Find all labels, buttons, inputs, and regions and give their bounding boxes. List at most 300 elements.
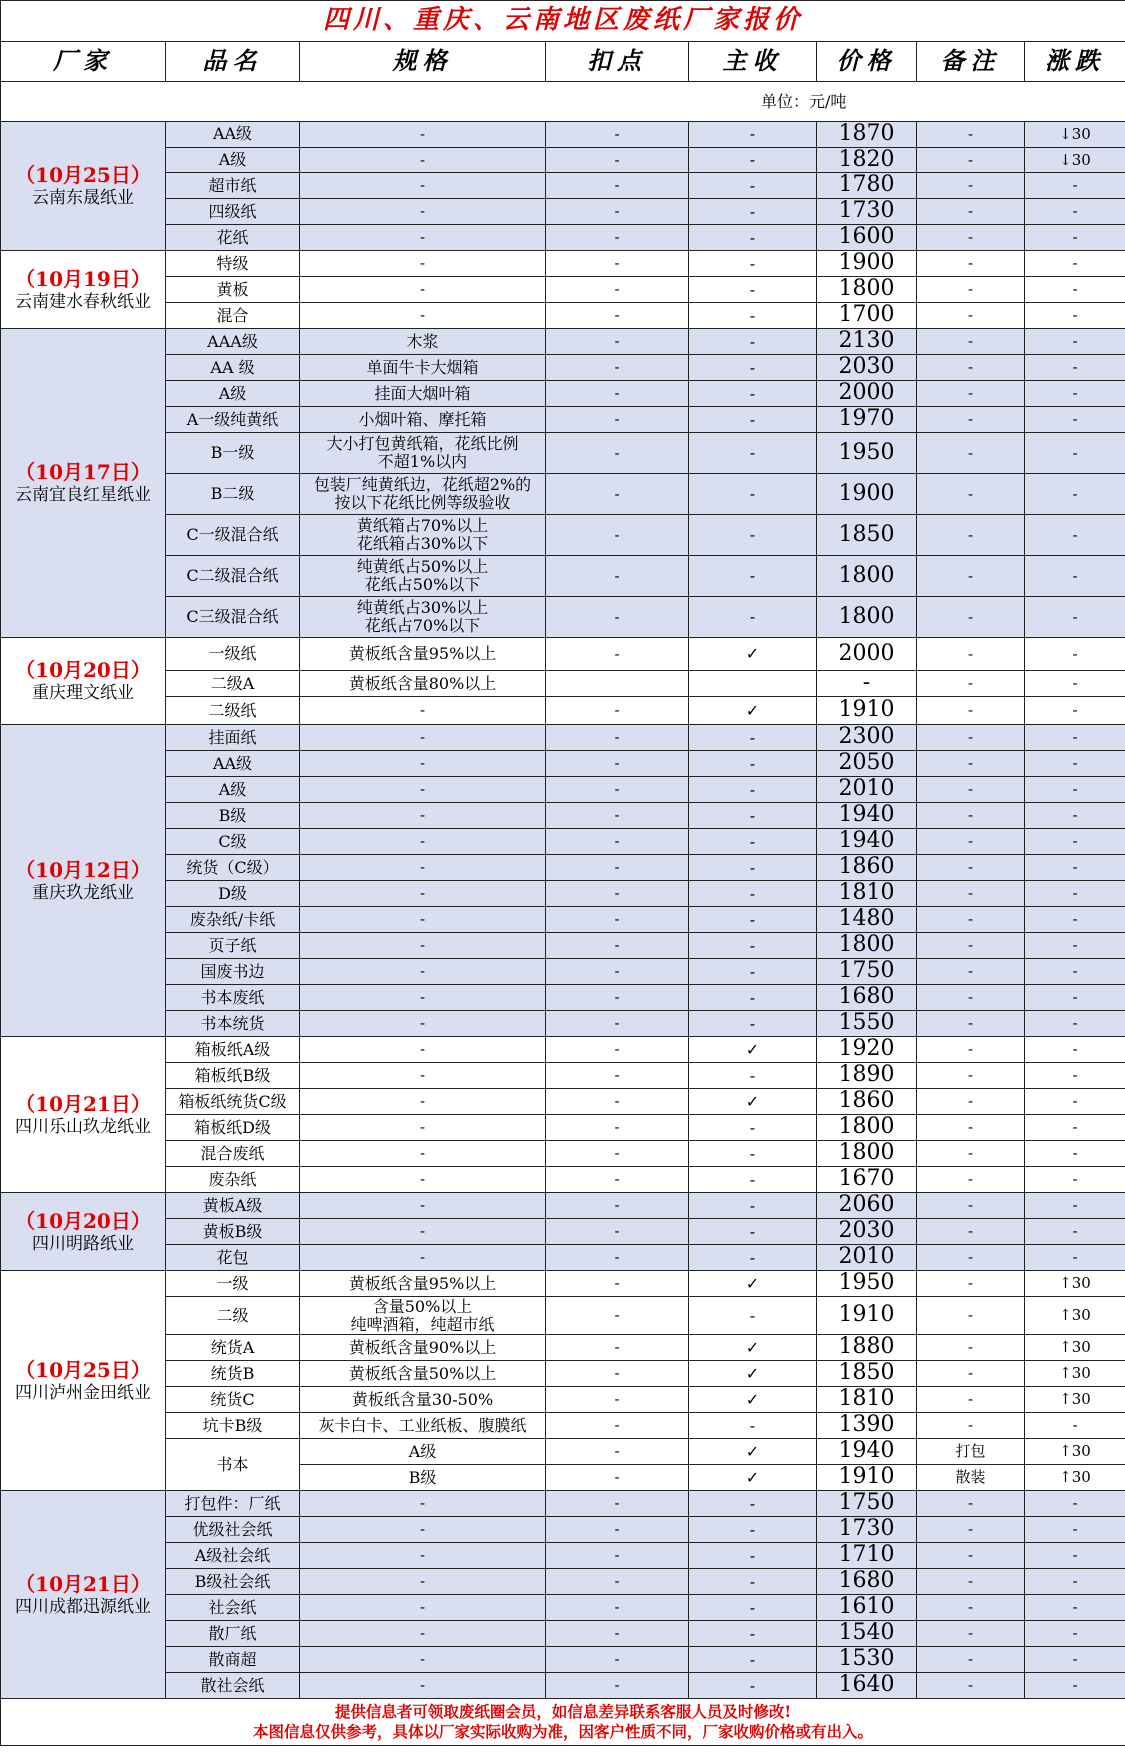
note-cell: -: [917, 147, 1025, 173]
deduction-cell: -: [546, 1063, 689, 1089]
change-cell: -: [1025, 829, 1125, 855]
table-row: [1, 829, 1125, 855]
product-cell: 统货（C级）: [166, 855, 300, 881]
change-cell: -: [1025, 638, 1125, 671]
spec-cell: -: [300, 1011, 546, 1037]
spec-cell: 灰卡白卡、工业纸板、腹膜纸: [300, 1413, 546, 1439]
note-cell: -: [917, 1037, 1025, 1063]
note-cell: -: [917, 638, 1025, 671]
note-cell: -: [917, 277, 1025, 303]
spec-cell: 纯黄纸占50%以上 花纸占50%以下: [300, 556, 546, 597]
change-cell: -: [1025, 597, 1125, 638]
main-cell: -: [689, 725, 817, 751]
main-cell: -: [689, 829, 817, 855]
deduction-cell: -: [546, 1037, 689, 1063]
main-cell: -: [689, 1245, 817, 1271]
main-cell: -: [689, 303, 817, 329]
note-cell: -: [917, 1361, 1025, 1387]
note-cell: -: [917, 1089, 1025, 1115]
table-row: [1, 329, 1125, 355]
header-note: 备注: [917, 42, 1025, 82]
note-cell: -: [917, 803, 1025, 829]
spec-cell: 含量50%以上 纯啤酒箱，纯超市纸: [300, 1297, 546, 1335]
change-cell: -: [1025, 251, 1125, 277]
spec-cell: -: [300, 985, 546, 1011]
main-cell: -: [689, 1595, 817, 1621]
note-cell: -: [917, 933, 1025, 959]
deduction-cell: -: [546, 556, 689, 597]
note-cell: -: [917, 907, 1025, 933]
price-cell: 1850: [817, 1361, 917, 1387]
note-cell: -: [917, 1011, 1025, 1037]
table-row: [1, 1647, 1125, 1673]
factory-date: （10月20日）: [15, 658, 151, 683]
main-cell: -: [689, 1063, 817, 1089]
main-cell: -: [689, 933, 817, 959]
change-cell: -: [1025, 556, 1125, 597]
spec-cell: 黄板纸含量95%以上: [300, 638, 546, 671]
change-cell: ↑30: [1025, 1439, 1125, 1465]
spec-cell: -: [300, 1595, 546, 1621]
change-cell: -: [1025, 355, 1125, 381]
price-cell: 1860: [817, 855, 917, 881]
note-cell: -: [917, 855, 1025, 881]
deduction-cell: -: [546, 1089, 689, 1115]
deduction-cell: -: [546, 1271, 689, 1297]
spec-cell: -: [300, 277, 546, 303]
deduction-cell: -: [546, 329, 689, 355]
product-cell: 箱板纸A级: [166, 1037, 300, 1063]
spec-cell: 包装厂纯黄纸边，花纸超2%的 按以下花纸比例等级验收: [300, 474, 546, 515]
deduction-cell: -: [546, 1621, 689, 1647]
footer-line-2: 本图信息仅供参考，具体以厂家实际收购为准，因客户性质不同，厂家收购价格或有出入。: [253, 1722, 874, 1742]
price-cell: 1910: [817, 1465, 917, 1491]
deduction-cell: -: [546, 829, 689, 855]
note-cell: -: [917, 597, 1025, 638]
deduction-cell: -: [546, 638, 689, 671]
table-row: [1, 1439, 1125, 1465]
change-cell: -: [1025, 173, 1125, 199]
table-row: [1, 277, 1125, 303]
header-product: 品名: [166, 42, 300, 82]
main-cell: -: [689, 1621, 817, 1647]
deduction-cell: -: [546, 1219, 689, 1245]
spec-cell: 小烟叶箱、摩托箱: [300, 407, 546, 433]
spec-cell: -: [300, 1569, 546, 1595]
change-cell: -: [1025, 959, 1125, 985]
table-row: [1, 122, 1125, 148]
price-cell: 1640: [817, 1673, 917, 1699]
spec-cell: -: [300, 1193, 546, 1219]
factory-cell: [1, 1193, 166, 1271]
main-cell: -: [689, 433, 817, 474]
spec-cell: 挂面大烟叶箱: [300, 381, 546, 407]
table-row: [1, 1595, 1125, 1621]
price-cell: 1900: [817, 474, 917, 515]
deduction-cell: -: [546, 1387, 689, 1413]
deduction-cell: -: [546, 1543, 689, 1569]
factory-date: （10月25日）: [15, 162, 151, 187]
deduction-cell: -: [546, 881, 689, 907]
note-cell: -: [917, 1141, 1025, 1167]
main-cell: -: [689, 1115, 817, 1141]
table-row: [1, 225, 1125, 251]
product-cell: 黄板: [166, 277, 300, 303]
note-cell: -: [917, 1413, 1025, 1439]
price-cell: 1800: [817, 277, 917, 303]
price-cell: 1800: [817, 1115, 917, 1141]
header-change: 涨跌: [1025, 42, 1125, 82]
price-cell: 1540: [817, 1621, 917, 1647]
main-cell: -: [689, 122, 817, 148]
spec-cell: -: [300, 147, 546, 173]
main-cell: -: [689, 985, 817, 1011]
change-cell: -: [1025, 1011, 1125, 1037]
product-cell: 混合: [166, 303, 300, 329]
main-cell: -: [689, 251, 817, 277]
price-cell: 1390: [817, 1413, 917, 1439]
spec-cell: -: [300, 933, 546, 959]
factory-name: 云南宜良红星纸业: [15, 485, 151, 506]
note-cell: -: [917, 173, 1025, 199]
note-cell: -: [917, 407, 1025, 433]
deduction-cell: -: [546, 433, 689, 474]
factory-name: 云南东晟纸业: [32, 188, 134, 209]
table-row: [1, 1387, 1125, 1413]
price-cell: 1530: [817, 1647, 917, 1673]
spec-cell: 大小打包黄纸箱，花纸比例 不超1%以内: [300, 433, 546, 474]
main-cell: -: [689, 199, 817, 225]
product-cell: 二级A: [166, 671, 300, 697]
product-cell: A级: [166, 381, 300, 407]
price-cell: 1940: [817, 803, 917, 829]
table-row: [1, 1037, 1125, 1063]
note-cell: -: [917, 777, 1025, 803]
deduction-cell: -: [546, 225, 689, 251]
main-cell: -: [689, 1569, 817, 1595]
deduction-cell: -: [546, 1115, 689, 1141]
main-cell: ✓: [689, 1335, 817, 1361]
spec-cell: -: [300, 1167, 546, 1193]
product-cell: 坑卡B级: [166, 1413, 300, 1439]
note-cell: -: [917, 1673, 1025, 1699]
price-cell: 2000: [817, 381, 917, 407]
spec-cell: -: [300, 725, 546, 751]
change-cell: -: [1025, 1491, 1125, 1517]
price-cell: 2060: [817, 1193, 917, 1219]
product-cell: B级: [166, 803, 300, 829]
factory-name: 重庆玖龙纸业: [32, 882, 134, 903]
table-row: [1, 1673, 1125, 1699]
main-cell: -: [689, 1647, 817, 1673]
spec-cell: -: [300, 959, 546, 985]
price-cell: 2030: [817, 355, 917, 381]
price-cell: 1680: [817, 985, 917, 1011]
change-cell: -: [1025, 1245, 1125, 1271]
spec-cell: -: [300, 1517, 546, 1543]
note-cell: -: [917, 433, 1025, 474]
price-cell: 1670: [817, 1167, 917, 1193]
deduction-cell: -: [546, 1361, 689, 1387]
note-cell: -: [917, 1387, 1025, 1413]
note-cell: -: [917, 381, 1025, 407]
table-row: [1, 251, 1125, 277]
deduction-cell: -: [546, 1465, 689, 1491]
footer-line-1: 提供信息者可领取废纸圈会员，如信息差异联系客服人员及时修改!: [334, 1702, 792, 1722]
main-cell: -: [689, 474, 817, 515]
main-cell: -: [689, 1491, 817, 1517]
note-cell: -: [917, 671, 1025, 697]
table-row: [1, 1621, 1125, 1647]
spec-cell: -: [300, 881, 546, 907]
product-cell: 散社会纸: [166, 1673, 300, 1699]
price-cell: 1970: [817, 407, 917, 433]
note-cell: -: [917, 515, 1025, 556]
product-cell: 箱板纸统货C级: [166, 1089, 300, 1115]
main-cell: -: [689, 1193, 817, 1219]
price-cell: 1550: [817, 1011, 917, 1037]
table-row: [1, 1167, 1125, 1193]
spec-cell: -: [300, 1673, 546, 1699]
note-cell: -: [917, 1063, 1025, 1089]
deduction-cell: -: [546, 697, 689, 725]
note-cell: -: [917, 1491, 1025, 1517]
note-cell: -: [917, 1335, 1025, 1361]
factory-cell: [1, 1271, 166, 1491]
table-row: [1, 1115, 1125, 1141]
note-cell: -: [917, 1595, 1025, 1621]
main-cell: -: [689, 407, 817, 433]
spec-cell: -: [300, 1141, 546, 1167]
note-cell: -: [917, 1115, 1025, 1141]
table-row: [1, 933, 1125, 959]
product-cell: 一级纸: [166, 638, 300, 671]
table-row: [1, 1361, 1125, 1387]
deduction-cell: -: [546, 1569, 689, 1595]
spec-cell: -: [300, 907, 546, 933]
product-cell: 社会纸: [166, 1595, 300, 1621]
deduction-cell: -: [546, 303, 689, 329]
deduction-cell: -: [546, 199, 689, 225]
change-cell: -: [1025, 985, 1125, 1011]
spec-cell: 纯黄纸占30%以上 花纸占70%以下: [300, 597, 546, 638]
note-cell: -: [917, 881, 1025, 907]
price-cell: 1940: [817, 829, 917, 855]
header-spec: 规格: [300, 42, 546, 82]
main-cell: ✓: [689, 1439, 817, 1465]
spec-cell: A级: [300, 1439, 546, 1465]
change-cell: ↑30: [1025, 1465, 1125, 1491]
product-cell: 废杂纸: [166, 1167, 300, 1193]
change-cell: -: [1025, 1115, 1125, 1141]
spec-cell: -: [300, 1621, 546, 1647]
main-cell: ✓: [689, 638, 817, 671]
note-cell: -: [917, 329, 1025, 355]
main-cell: ✓: [689, 1361, 817, 1387]
product-cell: 统货A: [166, 1335, 300, 1361]
header-main: 主收: [689, 42, 817, 82]
change-cell: -: [1025, 1193, 1125, 1219]
main-cell: -: [689, 355, 817, 381]
footer-note: [1, 1699, 1125, 1746]
product-cell: 超市纸: [166, 173, 300, 199]
product-cell: 散商超: [166, 1647, 300, 1673]
product-cell: 散厂纸: [166, 1621, 300, 1647]
table-row: [1, 433, 1125, 474]
product-cell: 二级: [166, 1297, 300, 1335]
main-cell: -: [689, 173, 817, 199]
main-cell: -: [689, 855, 817, 881]
price-cell: 1780: [817, 173, 917, 199]
product-cell: 二级纸: [166, 697, 300, 725]
product-cell: 书本: [166, 1439, 300, 1491]
table-row: [1, 1569, 1125, 1595]
change-cell: ↓30: [1025, 147, 1125, 173]
deduction-cell: -: [546, 277, 689, 303]
main-cell: ✓: [689, 1089, 817, 1115]
factory-cell: [1, 122, 166, 251]
change-cell: -: [1025, 1543, 1125, 1569]
note-cell: -: [917, 1517, 1025, 1543]
deduction-cell: -: [546, 1193, 689, 1219]
change-cell: -: [1025, 407, 1125, 433]
factory-cell: [1, 1491, 166, 1699]
spec-cell: -: [300, 251, 546, 277]
deduction-cell: -: [546, 1439, 689, 1465]
main-cell: -: [689, 907, 817, 933]
factory-cell: [1, 725, 166, 1037]
table-row: [1, 1011, 1125, 1037]
note-cell: -: [917, 355, 1025, 381]
table-row: [1, 407, 1125, 433]
deduction-cell: [546, 671, 689, 697]
spec-cell: -: [300, 173, 546, 199]
table-row: [1, 671, 1125, 697]
table-row: [1, 1335, 1125, 1361]
table-row: [1, 959, 1125, 985]
deduction-cell: -: [546, 1245, 689, 1271]
table-row: [1, 303, 1125, 329]
factory-date: （10月20日）: [15, 1208, 151, 1233]
product-cell: 优级社会纸: [166, 1517, 300, 1543]
change-cell: ↑30: [1025, 1335, 1125, 1361]
product-cell: 四级纸: [166, 199, 300, 225]
deduction-cell: -: [546, 1517, 689, 1543]
note-cell: -: [917, 1569, 1025, 1595]
change-cell: -: [1025, 1569, 1125, 1595]
note-cell: -: [917, 697, 1025, 725]
product-cell: 统货B: [166, 1361, 300, 1387]
price-cell: 1950: [817, 1271, 917, 1297]
deduction-cell: -: [546, 1011, 689, 1037]
price-cell: 1940: [817, 1439, 917, 1465]
spec-cell: -: [300, 1037, 546, 1063]
main-cell: -: [689, 751, 817, 777]
spec-cell: 黄板纸含量80%以上: [300, 671, 546, 697]
product-cell: 混合废纸: [166, 1141, 300, 1167]
deduction-cell: -: [546, 251, 689, 277]
product-cell: C三级混合纸: [166, 597, 300, 638]
product-cell: AA级: [166, 751, 300, 777]
factory-name: 重庆理文纸业: [32, 683, 134, 704]
deduction-cell: -: [546, 474, 689, 515]
spec-cell: -: [300, 1115, 546, 1141]
deduction-cell: -: [546, 1335, 689, 1361]
table-row: [1, 1089, 1125, 1115]
note-cell: -: [917, 251, 1025, 277]
note-cell: -: [917, 556, 1025, 597]
note-cell: -: [917, 751, 1025, 777]
price-cell: 2000: [817, 638, 917, 671]
change-cell: ↓30: [1025, 122, 1125, 148]
table-row: [1, 147, 1125, 173]
change-cell: -: [1025, 725, 1125, 751]
main-cell: -: [689, 1141, 817, 1167]
price-cell: 1730: [817, 1517, 917, 1543]
table-row: [1, 1297, 1125, 1335]
main-cell: -: [689, 147, 817, 173]
table-row: [1, 725, 1125, 751]
spec-cell: 黄板纸含量30-50%: [300, 1387, 546, 1413]
deduction-cell: -: [546, 855, 689, 881]
deduction-cell: -: [546, 1647, 689, 1673]
change-cell: -: [1025, 697, 1125, 725]
change-cell: -: [1025, 381, 1125, 407]
product-cell: 黄板B级: [166, 1219, 300, 1245]
header-factory: 厂家: [1, 42, 166, 82]
deduction-cell: -: [546, 1413, 689, 1439]
main-cell: -: [689, 381, 817, 407]
factory-date: （10月25日）: [15, 1357, 151, 1382]
spec-cell: -: [300, 751, 546, 777]
product-cell: B一级: [166, 433, 300, 474]
table-row: [1, 751, 1125, 777]
product-cell: C级: [166, 829, 300, 855]
deduction-cell: -: [546, 173, 689, 199]
change-cell: -: [1025, 1595, 1125, 1621]
price-cell: 2010: [817, 1245, 917, 1271]
product-cell: AA 级: [166, 355, 300, 381]
factory-cell: [1, 638, 166, 725]
main-cell: -: [689, 1011, 817, 1037]
note-cell: 散装: [917, 1465, 1025, 1491]
product-cell: A级: [166, 777, 300, 803]
spec-cell: -: [300, 122, 546, 148]
deduction-cell: -: [546, 985, 689, 1011]
table-row: [1, 638, 1125, 671]
page-title: 四川、重庆、云南地区废纸厂家报价: [1, 1, 1125, 42]
main-cell: ✓: [689, 1271, 817, 1297]
product-cell: B级社会纸: [166, 1569, 300, 1595]
change-cell: -: [1025, 933, 1125, 959]
change-cell: -: [1025, 907, 1125, 933]
factory-name: 云南建水春秋纸业: [15, 291, 151, 312]
product-cell: 花包: [166, 1245, 300, 1271]
factory-name: 四川明路纸业: [32, 1233, 134, 1254]
product-cell: 黄板A级: [166, 1193, 300, 1219]
table-row: [1, 697, 1125, 725]
price-cell: 2030: [817, 1219, 917, 1245]
deduction-cell: -: [546, 381, 689, 407]
change-cell: -: [1025, 1219, 1125, 1245]
unit-label: 单位：元/吨: [1, 82, 1125, 122]
main-cell: -: [689, 1673, 817, 1699]
table-row: [1, 1491, 1125, 1517]
product-cell: 废杂纸/卡纸: [166, 907, 300, 933]
spec-cell: -: [300, 1647, 546, 1673]
price-cell: 1750: [817, 1491, 917, 1517]
deduction-cell: -: [546, 515, 689, 556]
